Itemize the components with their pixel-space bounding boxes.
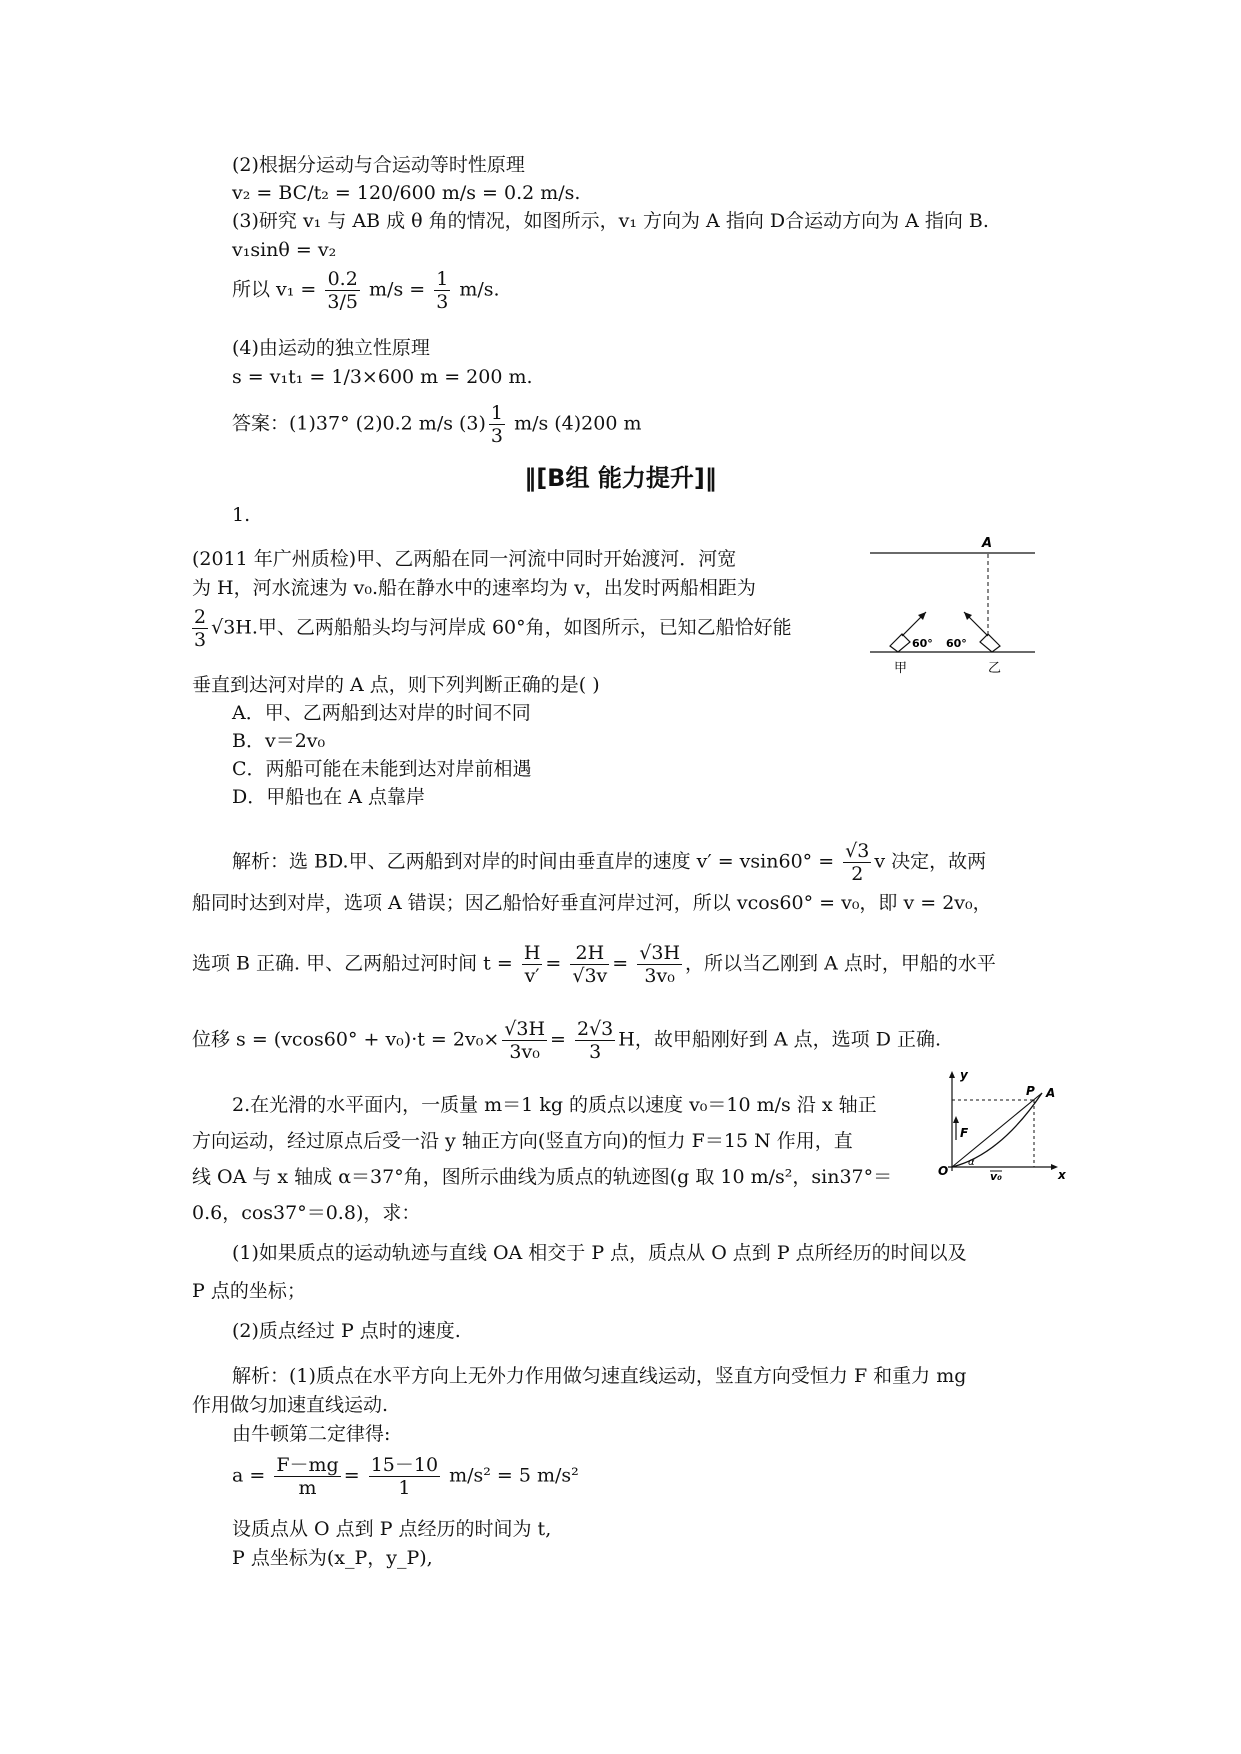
q1-stem-3-text: √3H.甲、乙两船船头均与河岸成 60°角，如图所示，已知乙船恰好能 xyxy=(211,616,792,639)
question-number: 1. xyxy=(232,504,251,526)
option-c: C．两船可能在未能到达对岸前相遇 xyxy=(232,758,532,780)
q1-solution-4-prefix: 位移 s = (vcos60° + v₀)·t = 2v₀× xyxy=(192,1028,500,1051)
q1-stem-3 xyxy=(192,606,792,651)
frac-den: 3 xyxy=(490,425,504,447)
point-p-label: P xyxy=(1026,1084,1035,1098)
q2-solution-4-prefix: a = xyxy=(232,1464,266,1487)
river-crossing-figure xyxy=(870,530,1040,680)
fraction xyxy=(325,268,360,313)
q1-solution-3-prefix: 选项 B 正确. 甲、乙两船过河时间 t = xyxy=(192,952,513,975)
fraction xyxy=(575,1018,615,1063)
q1-solution-3-tail: ，所以当乙刚到 A 点时，甲船的水平 xyxy=(685,952,996,975)
frac-den: √3v xyxy=(572,965,608,987)
point-a-label: A xyxy=(1046,1086,1056,1100)
force-label: F xyxy=(960,1126,969,1140)
answer-suffix: m/s (4)200 m xyxy=(514,412,642,435)
frac-num: H xyxy=(523,942,541,964)
frac-den: 3v₀ xyxy=(644,965,675,987)
frac-num: 1 xyxy=(436,268,449,290)
q2-stem-1: 2.在光滑的水平面内，一质量 m＝1 kg 的质点以速度 v₀＝10 m/s 沿 x 轴正 xyxy=(232,1094,877,1116)
eq-v1-prefix: 所以 v₁ = xyxy=(232,278,317,301)
q2-solution-4-tail: m/s² = 5 m/s² xyxy=(449,1464,579,1487)
y-axis-arrow-icon xyxy=(949,1071,955,1078)
y-axis-label: y xyxy=(960,1068,968,1082)
angle-right-label: 60° xyxy=(946,637,967,650)
q2-solution-5: 设质点从 O 点到 P 点经历的时间为 t, xyxy=(232,1518,552,1540)
fraction xyxy=(637,942,682,987)
para-independence: (4)由运动的独立性原理 xyxy=(232,337,430,359)
x-axis-arrow-icon xyxy=(1051,1164,1058,1170)
q2-stem-3: 线 OA 与 x 轴成 α＝37°角，图所示曲线为质点的轨迹图(g 取 10 m/s²，sin37°＝ xyxy=(192,1166,893,1188)
frac-den: 3 xyxy=(436,291,449,313)
q1-solution-1 xyxy=(232,840,986,885)
fraction xyxy=(434,268,450,313)
frac-num: √3H xyxy=(504,1018,546,1040)
q2-solution-6: P 点坐标为(x_P，y_P), xyxy=(232,1547,433,1569)
q2-solution-2: 作用做匀加速直线运动. xyxy=(192,1394,389,1416)
frac-num: 1 xyxy=(490,402,504,424)
eq-v1sin: v₁sinθ = v₂ xyxy=(232,239,337,261)
q1-solution-4: 位移 s = (vcos60° + v₀)·t = 2v₀× $\frac{√3H}{\text{3v₀}}$ = $\frac{2√3}{3}$ H，故甲船刚好到 A 点，选项 D 正确. xyxy=(192,1018,942,1063)
fraction xyxy=(369,1454,440,1499)
boat-jia-label: 甲 xyxy=(894,661,908,676)
q2-solution-3: 由牛顿第二定律得: xyxy=(232,1423,391,1445)
origin-label: O xyxy=(938,1164,949,1178)
boat-jia-icon xyxy=(890,634,910,652)
fraction xyxy=(192,606,208,651)
q2-solution-4: a = $\frac{F-mg}{m}$ = $\frac{15-10}{1}$ m/s² = 5 m/s² xyxy=(232,1454,579,1499)
frac-num: 2H xyxy=(570,942,609,965)
para-principle: (2)根据分运动与合运动等时性原理 xyxy=(232,154,525,176)
section-heading: ‖[B组 能力提升]‖ xyxy=(524,464,717,492)
frac-num: 2√3 xyxy=(576,1018,614,1040)
q1-stem-1: (2011 年广州质检)甲、乙两船在同一河流中同时开始渡河．河宽 xyxy=(192,548,737,570)
eq-s: s = v₁t₁ = 1/3×600 m = 200 m. xyxy=(232,366,533,388)
frac-den: 2 xyxy=(851,863,864,885)
q2-stem-2: 方向运动，经过原点后受一沿 y 轴正方向(竖直方向)的恒力 F＝15 N 作用，直 xyxy=(192,1130,853,1152)
frac-den: 3 xyxy=(589,1041,602,1063)
q1-solution-1-text: 解析：选 BD.甲、乙两船到对岸的时间由垂直岸的速度 v′ = vsin60° = xyxy=(232,850,835,873)
eq-v1-suffix: m/s. xyxy=(459,278,500,301)
q2-stem-4: 0.6，cos37°＝0.8)，求： xyxy=(192,1202,421,1224)
q1-stem-2: 为 H，河水流速为 v₀.船在静水中的速率均为 v，出发时两船相距为 xyxy=(192,577,756,599)
angle-left-label: 60° xyxy=(912,637,933,650)
frac-den: m xyxy=(298,1477,317,1499)
q1-solution-1-tail: v 决定，故两 xyxy=(874,850,987,873)
fraction xyxy=(522,942,543,987)
fraction xyxy=(570,942,609,987)
eq-v1-mid: m/s = xyxy=(369,278,426,301)
fraction xyxy=(502,1018,547,1063)
frac-den: 3 xyxy=(194,629,207,651)
v0-label: v₀ xyxy=(990,1170,1002,1180)
frac-den: 3/5 xyxy=(327,291,358,313)
q2-solution-1: 解析：(1)质点在水平方向上无外力作用做匀速直线运动，竖直方向受恒力 F 和重力 mg xyxy=(232,1365,967,1387)
frac-num: 15－10 xyxy=(370,1454,439,1476)
trajectory-figure xyxy=(930,1065,1070,1180)
option-b: B．v＝2v₀ xyxy=(232,730,326,752)
option-a: A．甲、乙两船到达对岸的时间不同 xyxy=(232,702,531,724)
option-d: D．甲船也在 A 点靠岸 xyxy=(232,786,426,808)
boat-yi-label: 乙 xyxy=(988,661,1002,676)
fraction xyxy=(843,840,871,885)
para-study: (3)研究 v₁ 与 AB 成 θ 角的情况，如图所示，v₁ 方向为 A 指向 D合运动方向为 A 指向 B. xyxy=(232,210,989,232)
frac-num: √3H xyxy=(639,942,681,964)
q2-question-1a: (1)如果质点的运动轨迹与直线 OA 相交于 P 点，质点从 O 点到 P 点所经历的时间以及 xyxy=(232,1242,967,1264)
q1-stem-4: 垂直到达河对岸的 A 点，则下列判断正确的是( ) xyxy=(192,674,600,696)
frac-num: √3 xyxy=(845,840,870,862)
q2-question-1b: P 点的坐标； xyxy=(192,1280,306,1302)
eq-v2: v₂ = BC/t₂ = 120/600 m/s = 0.2 m/s. xyxy=(232,182,581,204)
alpha-label: α xyxy=(968,1157,975,1168)
frac-den: v′ xyxy=(524,965,540,987)
fraction xyxy=(274,1454,340,1499)
q1-solution-3: 选项 B 正确. 甲、乙两船过河时间 t = $\frac{H}{v'}$ = $\frac{2H}{√3v}$ = $\frac{√3H}{\text{3v₀}}$ ，所以当乙刚到 A 点时，甲船的水平 xyxy=(192,942,996,987)
frac-num: 2 xyxy=(194,606,207,628)
frac-num: F－mg xyxy=(276,1454,339,1476)
q2-question-2: (2)质点经过 P 点时的速度. xyxy=(232,1320,461,1342)
eq-v1 xyxy=(232,268,500,313)
frac-num: 0.2 xyxy=(325,268,360,291)
answer-line xyxy=(232,402,642,447)
frac-den: 3v₀ xyxy=(509,1041,540,1063)
q1-solution-4-tail: H，故甲船刚好到 A 点，选项 D 正确. xyxy=(618,1028,942,1051)
boat-yi-icon xyxy=(980,634,1000,652)
answer-prefix: 答案：(1)37° (2)0.2 m/s (3) xyxy=(232,412,486,435)
q1-solution-2: 船同时达到对岸，选项 A 错误；因乙船恰好垂直河岸过河，所以 vcos60° = v₀，即 v = 2v₀， xyxy=(192,892,992,914)
frac-den: 1 xyxy=(398,1477,411,1499)
x-axis-label: x xyxy=(1058,1168,1066,1180)
force-arrow-icon xyxy=(953,1116,959,1123)
point-a-label: A xyxy=(982,536,993,551)
fraction xyxy=(489,402,505,447)
